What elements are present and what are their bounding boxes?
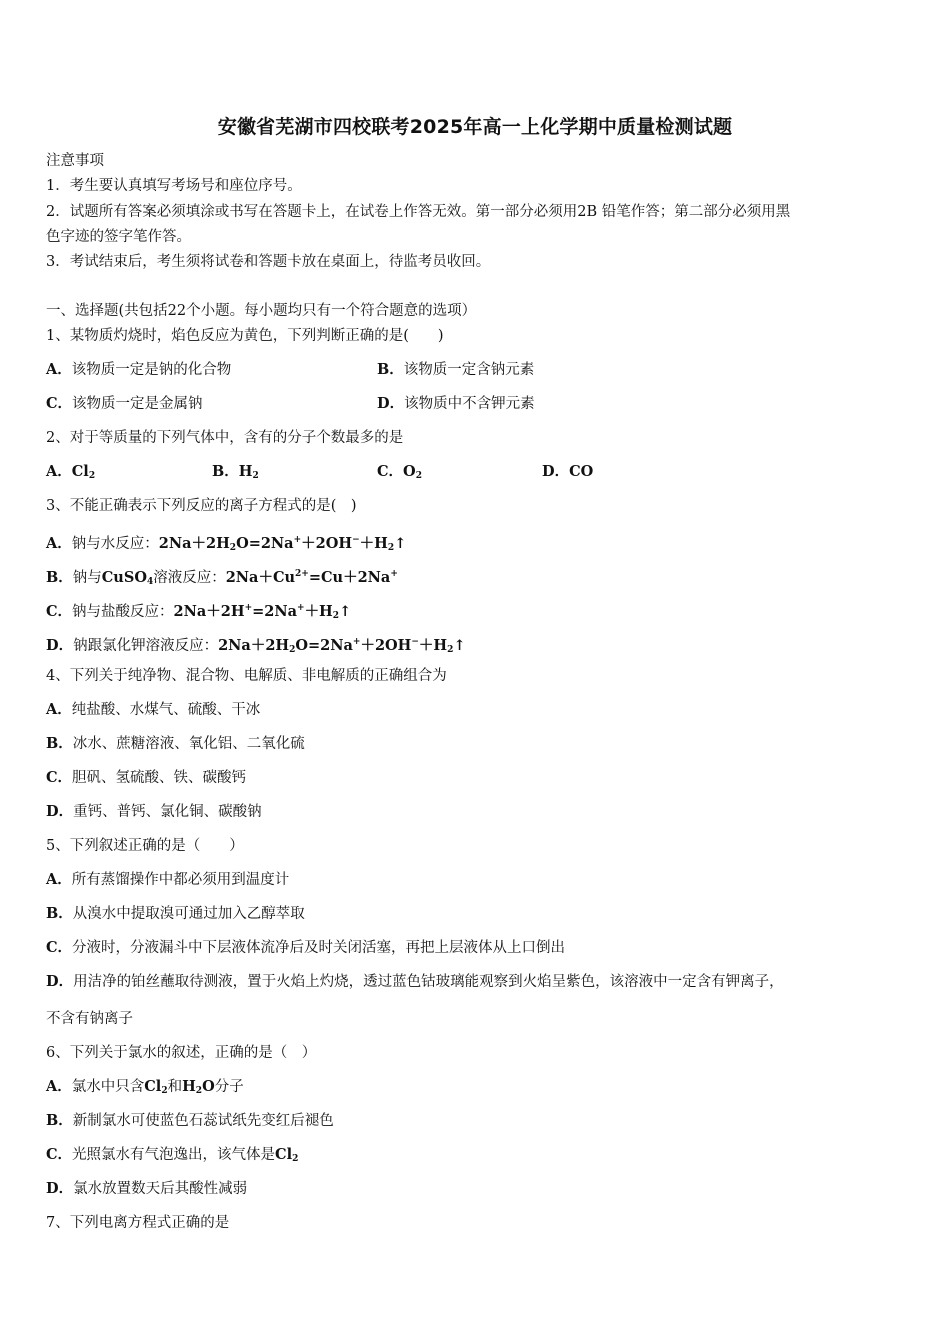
equation: $2Na+2H_2O=2Na^++2OH^-+H_2↑$	[158, 535, 407, 553]
question-6-option-b: B．新制氯水可使蓝色石蕊试纸先变红后褪色	[46, 1112, 334, 1129]
question-5-stem: 5、下列叙述正确的是（ ）	[46, 838, 244, 854]
question-2-option-a	[46, 462, 95, 486]
question-6-stem: 6、下列关于氯水的叙述，正确的是（ ）	[46, 1045, 317, 1061]
section-heading: 一、选择题(共包括22个小题。每小题均只有一个符合题意的选项）	[46, 303, 477, 319]
question-5-option-d-cont: 不含有钠离子	[46, 1011, 133, 1027]
question-4-option-d: D．重钙、普钙、氯化铜、碳酸钠	[46, 803, 262, 820]
opt-label: C．	[377, 463, 404, 480]
subscript: 2	[415, 471, 422, 481]
opt-label: A．	[46, 463, 72, 480]
option-text: B．钠与	[46, 569, 102, 586]
notice-item-1: 1．考生要认真填写考场号和座位序号。	[46, 178, 302, 194]
question-4-option-a: A．纯盐酸、水煤气、硫酸、干冰	[46, 701, 261, 718]
question-4-option-c: C．胆矾、氢硫酸、铁、碳酸钙	[46, 769, 247, 786]
question-3-stem: 3、不能正确表示下列反应的离子方程式的是( )	[46, 498, 357, 514]
question-6-option-d: D．氯水放置数天后其酸性减弱	[46, 1180, 248, 1197]
option-text: 和	[167, 1079, 183, 1095]
equation: $2Na+Cu^{2+}=Cu+2Na^+$	[225, 569, 398, 586]
question-5-option-c: C．分液时，分液漏斗中下层液体流净后及时关闭活塞，再把上层液体从上口倒出	[46, 939, 566, 956]
formula: CuSO$_4$	[101, 569, 154, 587]
formula: $Cl_2$	[275, 1146, 299, 1164]
subscript: 2	[252, 471, 259, 481]
formula: $H_2O$	[182, 1078, 215, 1096]
formula: H	[238, 463, 253, 480]
question-5-option-d: D．用洁净的铂丝蘸取待测液，置于火焰上灼烧，透过蓝色钴玻璃能观察到火焰呈紫色，该溶液中一定含有钾离子，	[46, 973, 784, 990]
question-6-option-a	[46, 1077, 244, 1101]
question-1-option-a: A．该物质一定是钠的化合物	[46, 361, 232, 378]
option-text: C．钠与盐酸反应：	[46, 603, 174, 620]
option-text: D．钠跟氯化钾溶液反应：	[46, 637, 219, 654]
notice-item-3: 3．考试结束后，考生须将试卷和答题卡放在桌面上，待监考员收回。	[46, 254, 491, 270]
option-text: 溶液反应：	[153, 570, 226, 586]
question-6-option-c	[46, 1145, 298, 1169]
equation: $2Na+2H_2O=2Na^++2OH^-+H_2↑$	[218, 637, 466, 655]
question-4-stem: 4、下列关于纯净物、混合物、电解质、非电解质的正确组合为	[46, 668, 447, 684]
subscript: 2	[88, 471, 96, 481]
formula: Cl	[71, 463, 89, 480]
question-2-option-c	[377, 462, 422, 486]
question-5-option-a: A．所有蒸馏操作中都必须用到温度计	[46, 871, 290, 888]
notice-heading: 注意事项	[46, 153, 104, 169]
question-3-option-b	[46, 564, 398, 592]
exam-title: 安徽省芜湖市四校联考2025年高一上化学期中质量检测试题	[217, 116, 733, 138]
equation: $2Na+2H^+=2Na^++H_2↑$	[173, 603, 352, 621]
notice-item-2-cont: 色字迹的签字笔作答。	[46, 229, 191, 245]
notice-item-2: 2．试题所有答案必须填涂或书写在答题卡上，在试卷上作答无效。第一部分必须用2B 铅笔作答；第二部分必须用黑	[46, 204, 791, 220]
question-2-option-b	[212, 462, 259, 486]
question-3-option-d	[46, 632, 466, 660]
question-1-option-c: C．该物质一定是金属钠	[46, 395, 203, 412]
opt-label: D．	[542, 463, 570, 480]
option-text: C．光照氯水有气泡逸出，该气体是	[46, 1146, 276, 1163]
question-3-option-a	[46, 530, 406, 558]
question-3-option-c	[46, 598, 351, 626]
option-text: 分子	[214, 1079, 244, 1095]
question-4-option-b: B．冰水、蔗糖溶液、氧化铝、二氧化硫	[46, 735, 305, 752]
formula: O	[403, 463, 416, 480]
question-5-option-b: B．从溴水中提取溴可通过加入乙醇萃取	[46, 905, 305, 922]
option-text: A．钠与水反应：	[46, 535, 159, 552]
formula: CO	[569, 463, 594, 480]
question-1-stem: 1、某物质灼烧时，焰色反应为黄色，下列判断正确的是( )	[46, 328, 444, 344]
formula: $Cl_2$	[144, 1078, 168, 1096]
option-text: A．氯水中只含	[46, 1078, 145, 1095]
question-2-option-d	[542, 462, 593, 482]
question-7-stem: 7、下列电离方程式正确的是	[46, 1215, 230, 1231]
opt-label: B．	[212, 463, 239, 480]
question-2-stem: 2、对于等质量的下列气体中，含有的分子个数最多的是	[46, 430, 404, 446]
question-1-option-b: B．该物质一定含钠元素	[377, 361, 535, 378]
question-1-option-d: D．该物质中不含钾元素	[377, 395, 535, 412]
